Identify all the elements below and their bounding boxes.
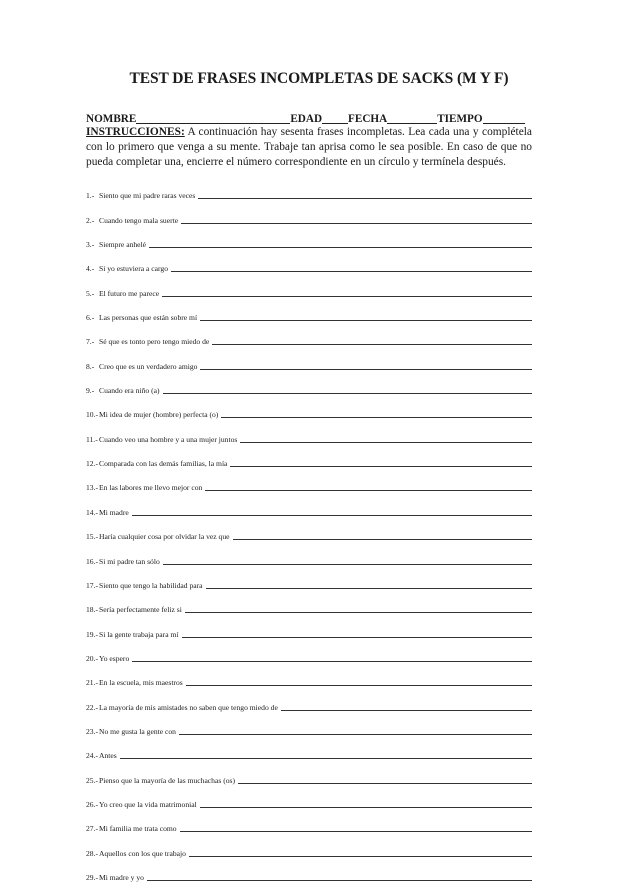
item-number: 4.- — [86, 264, 95, 274]
instructions — [86, 125, 532, 170]
sentence-item — [86, 474, 532, 498]
item-number: 2.- — [86, 215, 95, 225]
sentence-item — [86, 669, 532, 693]
header-fields — [86, 113, 532, 125]
item-prompt: Mi familia me trata como — [99, 824, 177, 834]
sentence-item — [86, 279, 532, 303]
sentence-item — [86, 450, 532, 474]
item-prompt: Si mi padre tan sólo — [99, 556, 160, 566]
item-number: 1.- — [86, 191, 95, 201]
sentence-item — [86, 206, 532, 230]
item-number: 13.- — [86, 483, 99, 493]
item-prompt: Mi madre — [99, 507, 129, 517]
item-number: 26.- — [86, 799, 99, 809]
item-number: 10.- — [86, 410, 99, 420]
sentence-item — [86, 620, 532, 644]
answer-line[interactable] — [147, 874, 532, 881]
sentence-item — [86, 255, 532, 279]
answer-line[interactable] — [206, 582, 532, 589]
item-number: 22.- — [86, 702, 99, 712]
item-prompt: Sé que es tonto pero tengo miedo de — [99, 337, 210, 347]
item-prompt: Mi idea de mujer (hombre) perfecta (o) — [99, 410, 219, 420]
instructions-label: INSTRUCCIONES: — [86, 126, 185, 138]
answer-line[interactable] — [238, 777, 532, 784]
answer-line[interactable] — [186, 679, 532, 686]
answer-line[interactable] — [120, 752, 532, 759]
item-number: 21.- — [86, 678, 99, 688]
fecha-field[interactable] — [387, 114, 437, 124]
item-prompt: No me gusta la gente con — [99, 726, 176, 736]
item-number: 16.- — [86, 556, 99, 566]
item-number: 25.- — [86, 775, 99, 785]
item-prompt: Sería perfectamente feliz si — [99, 605, 182, 615]
answer-line[interactable] — [132, 655, 532, 662]
answer-line[interactable] — [179, 728, 532, 735]
tiempo-field[interactable] — [483, 114, 525, 124]
item-prompt: La mayoría de mis amistades no saben que tengo miedo de — [99, 702, 278, 712]
instructions-text: A continuación hay sesenta frases incompletas. Lea cada una y complétela con lo primero que venga a su mente. Trabaje tan aprisa como le sea posible. En caso de que no pueda completar una, encierre el número correspondiente en un círculo y termínela después. — [86, 126, 532, 168]
sentence-item — [86, 328, 532, 352]
answer-line[interactable] — [163, 387, 532, 394]
item-prompt: Pienso que la mayoría de las muchachas (os) — [99, 775, 236, 785]
answer-line[interactable] — [200, 314, 532, 321]
item-number: 15.- — [86, 532, 99, 542]
sentence-item — [86, 401, 532, 425]
item-number: 9.- — [86, 386, 95, 396]
item-number: 11.- — [86, 434, 98, 444]
item-number: 29.- — [86, 872, 99, 882]
sentence-item — [86, 596, 532, 620]
answer-line[interactable] — [281, 704, 532, 711]
item-number: 28.- — [86, 848, 99, 858]
item-prompt: Cuando era niño (a) — [99, 386, 160, 396]
item-prompt: Antes — [99, 751, 117, 761]
sentence-item — [86, 645, 532, 669]
item-number: 17.- — [86, 580, 99, 590]
item-number: 5.- — [86, 288, 95, 298]
item-number: 18.- — [86, 605, 99, 615]
sentence-item — [86, 498, 532, 522]
item-prompt: Yo creo que la vida matrimonial — [99, 799, 197, 809]
sentence-item — [86, 766, 532, 790]
sentence-item — [86, 791, 532, 815]
sentence-item — [86, 693, 532, 717]
answer-line[interactable] — [132, 509, 532, 516]
fecha-label: FECHA — [348, 113, 388, 125]
item-prompt: El futuro me parece — [99, 288, 160, 298]
answer-line[interactable] — [212, 338, 532, 345]
item-prompt: Si yo estuviera a cargo — [99, 264, 169, 274]
item-prompt: Si la gente trabaja para mí — [99, 629, 179, 639]
sentence-item — [86, 547, 532, 571]
edad-field[interactable] — [322, 114, 348, 124]
sentence-item — [86, 523, 532, 547]
answer-line[interactable] — [185, 606, 532, 613]
item-prompt: Las personas que están sobre mí — [99, 313, 198, 323]
sentence-list — [86, 182, 532, 888]
answer-line[interactable] — [149, 241, 532, 248]
item-prompt: Cuando veo una hombre y a una mujer juntos — [99, 434, 238, 444]
sentence-item — [86, 742, 532, 766]
item-number: 7.- — [86, 337, 95, 347]
sentence-item — [86, 718, 532, 742]
answer-line[interactable] — [221, 411, 532, 418]
sentence-item — [86, 864, 532, 888]
item-prompt: Creo que es un verdadero amigo — [99, 361, 198, 371]
item-number: 23.- — [86, 726, 99, 736]
nombre-label: NOMBRE — [86, 113, 137, 125]
item-prompt: Mi madre y yo — [99, 872, 144, 882]
sentence-item — [86, 352, 532, 376]
answer-line[interactable] — [233, 533, 532, 540]
sentence-item — [86, 231, 532, 255]
answer-line[interactable] — [171, 265, 532, 272]
edad-label: EDAD — [290, 113, 323, 125]
answer-line[interactable] — [181, 217, 532, 224]
tiempo-label: TIEMPO — [437, 113, 483, 125]
item-prompt: Siempre anhelé — [99, 240, 147, 250]
sentence-item — [86, 839, 532, 863]
item-prompt: Aquellos con los que trabajo — [99, 848, 186, 858]
sentence-item — [86, 572, 532, 596]
item-number: 6.- — [86, 313, 95, 323]
item-prompt: En la escuela, mis maestros — [99, 678, 183, 688]
item-prompt: Yo espero — [99, 653, 130, 663]
sentence-item — [86, 377, 532, 401]
item-number: 24.- — [86, 751, 99, 761]
item-prompt: En las labores me llevo mejor con — [99, 483, 203, 493]
item-prompt: Siento que mi padre raras veces — [99, 191, 196, 201]
item-number: 19.- — [86, 629, 99, 639]
answer-line[interactable] — [205, 484, 532, 491]
item-number: 8.- — [86, 361, 95, 371]
item-prompt: Siento que tengo la habilidad para — [99, 580, 203, 590]
answer-line[interactable] — [182, 631, 533, 638]
answer-line[interactable] — [180, 825, 532, 832]
item-number: 20.- — [86, 653, 99, 663]
answer-line[interactable] — [200, 801, 532, 808]
item-number: 12.- — [86, 459, 99, 469]
sentence-item — [86, 182, 532, 206]
answer-line[interactable] — [200, 363, 532, 370]
item-prompt: Cuando tengo mala suerte — [99, 215, 179, 225]
item-number: 27.- — [86, 824, 99, 834]
sentence-item — [86, 815, 532, 839]
page-title: TEST DE FRASES INCOMPLETAS DE SACKS (M Y F) — [129, 70, 509, 87]
item-prompt: Comparada con las demás familias, la mía — [99, 459, 228, 469]
answer-line[interactable] — [163, 558, 532, 565]
item-number: 14.- — [86, 507, 99, 517]
answer-line[interactable] — [189, 850, 532, 857]
answer-line[interactable] — [240, 436, 532, 443]
item-prompt: Haría cualquier cosa por olvidar la vez que — [99, 532, 230, 542]
answer-line[interactable] — [230, 460, 532, 467]
answer-line[interactable] — [198, 192, 532, 199]
answer-line[interactable] — [162, 290, 532, 297]
sentence-item — [86, 425, 532, 449]
nombre-field[interactable] — [136, 114, 290, 124]
sentence-item — [86, 304, 532, 328]
item-number: 3.- — [86, 240, 95, 250]
